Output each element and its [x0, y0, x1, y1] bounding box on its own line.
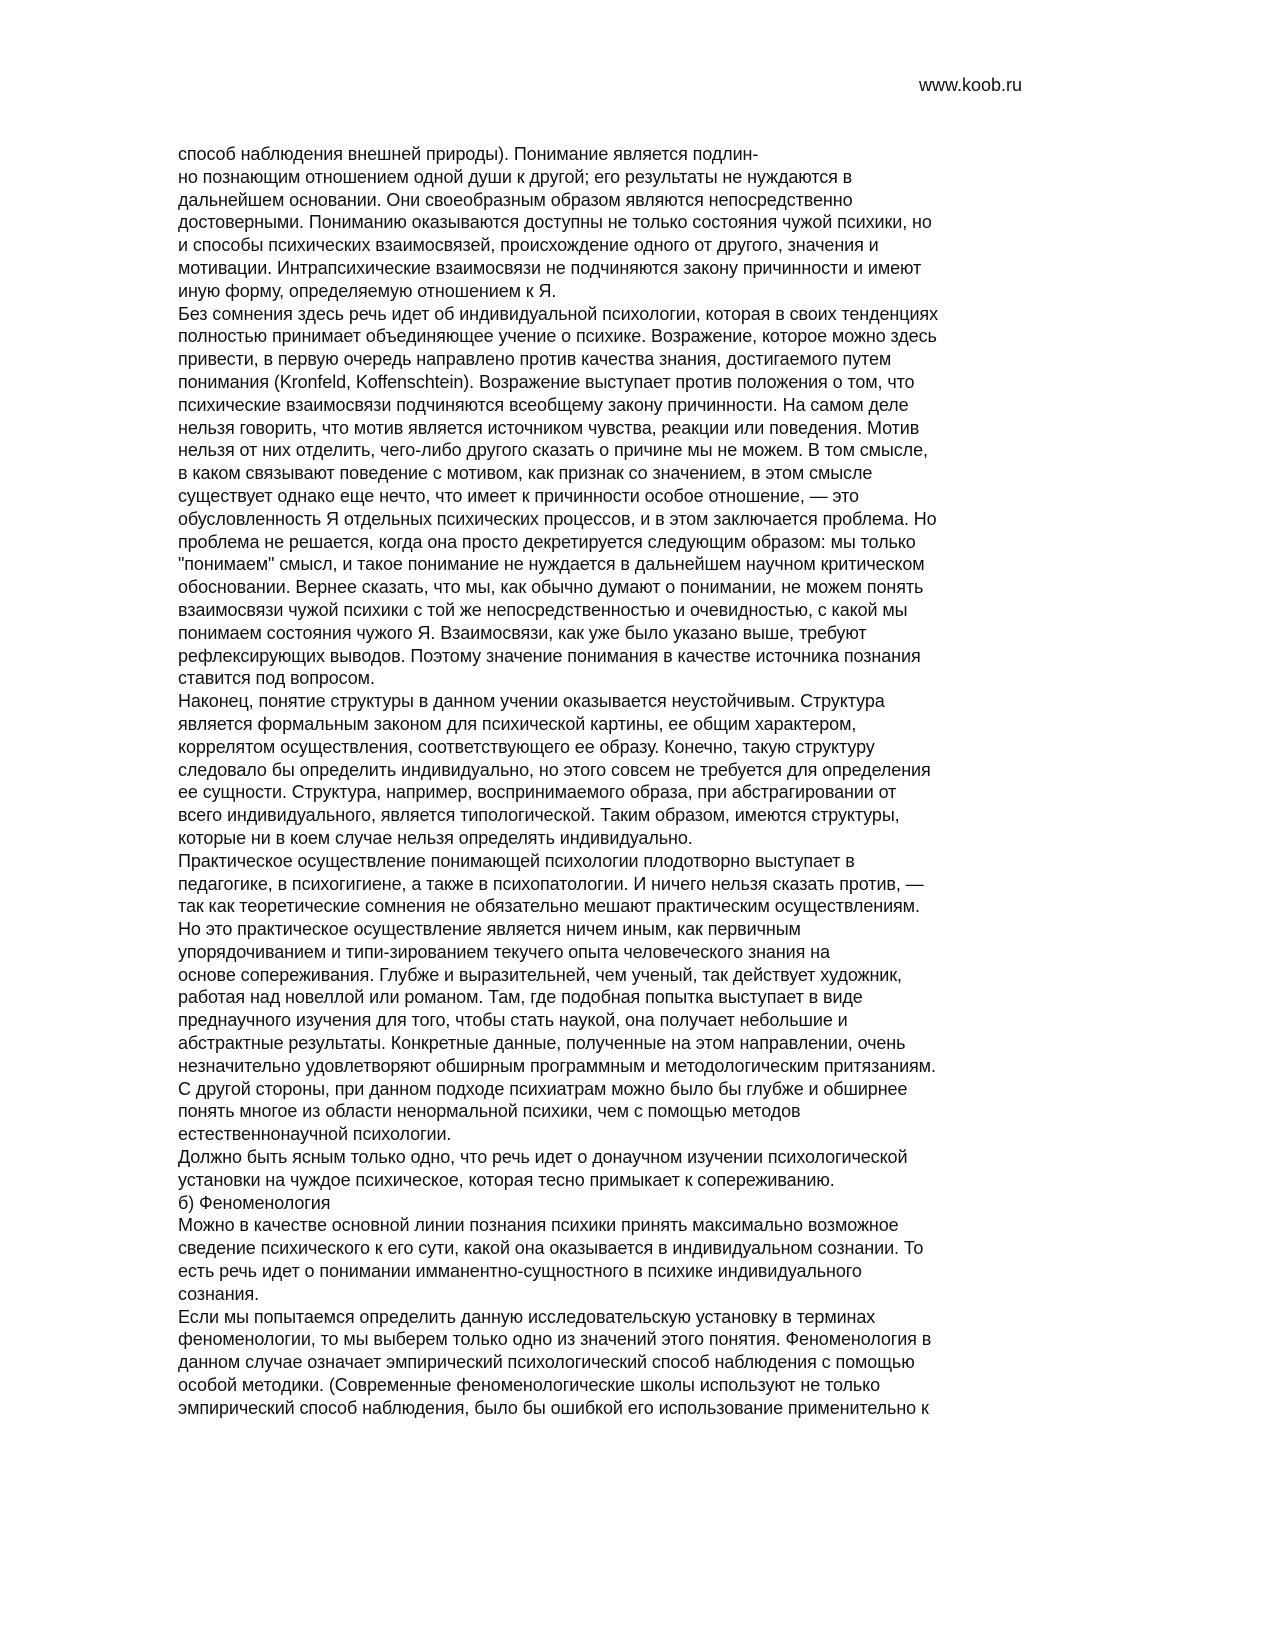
text-line: существует однако еще нечто, что имеет к причинности особое отношение, — это — [178, 485, 859, 506]
text-line: нельзя говорить, что мотив является источником чувства, реакции или поведения. Мотив — [178, 417, 920, 438]
text-line: сознания. — [178, 1283, 260, 1304]
text-line: проблема не решается, когда она просто декретируется следующим образом: мы только — [178, 531, 916, 552]
text-line: Если мы попытаемся определить данную исследовательскую установку в терминах — [178, 1306, 876, 1327]
text-line: является формальным законом для психической картины, ее общим характером, — [178, 713, 857, 734]
text-line: Без сомнения здесь речь идет об индивидуальной психологии, которая в своих тенденциях — [178, 303, 938, 324]
text-line: сведение психического к его сути, какой она оказывается в индивидуальном сознании. То — [178, 1238, 924, 1259]
text-line: достоверными. Пониманию оказываются доступны не только состояния чужой психики, но — [178, 212, 932, 233]
text-line: Должно быть ясным только одно, что речь идет о донаучном изучении психологической — [178, 1147, 908, 1168]
text-line: так как теоретические сомнения не обязательно мешают практическим осуществлениям. — [178, 896, 920, 917]
text-line: феноменологии, то мы выберем только одно из значений этого понятия. Феноменология в — [178, 1329, 932, 1350]
text-line: обусловленность Я отдельных психических процессов, и в этом заключается проблема. Но — [178, 508, 937, 529]
text-line: понимаем состояния чужого Я. Взаимосвязи, как уже было указано выше, требуют — [178, 622, 867, 643]
text-line: всего индивидуального, является типологической. Таким образом, имеются структуры, — [178, 805, 900, 826]
section-heading: б) Феноменология — [178, 1192, 331, 1213]
document-body-text — [178, 143, 1058, 1420]
text-line: упорядочиванием и типи-зированием текучего опыта человеческого знания на — [178, 941, 830, 962]
text-line: Наконец, понятие структуры в данном учении оказывается неустойчивым. Структура — [178, 691, 885, 712]
text-line: ставится под вопросом. — [178, 668, 375, 689]
text-line: понять многое из области ненормальной психики, чем с помощью методов — [178, 1101, 801, 1122]
text-line: данном случае означает эмпирический психологический способ наблюдения с помощью — [178, 1352, 915, 1373]
text-line: есть речь идет о понимании имманентно-сущностного в психике индивидуального — [178, 1261, 862, 1282]
text-line: абстрактные результаты. Конкретные данные, полученные на этом направлении, очень — [178, 1033, 906, 1054]
text-line: основе сопереживания. Глубже и выразительней, чем ученый, так действует художник, — [178, 964, 902, 985]
text-line: которые ни в коем случае нельзя определять индивидуально. — [178, 827, 693, 848]
text-line: полностью принимает объединяющее учение о психике. Возражение, которое можно здесь — [178, 326, 937, 347]
text-line: Но это практическое осуществление является ничем иным, как первичным — [178, 919, 801, 940]
text-line: способ наблюдения внешней природы). Понимание является подлин- — [178, 144, 759, 164]
text-line: эмпирический способ наблюдения, было бы ошибкой его использование применительно к — [178, 1397, 929, 1418]
text-line: "понимаем" смысл, и такое понимание не нуждается в дальнейшем научном критическом — [178, 554, 925, 575]
text-line: преднаучного изучения для того, чтобы стать наукой, она получает небольшие и — [178, 1010, 848, 1031]
text-line: иную форму, определяемую отношением к Я. — [178, 280, 557, 301]
text-line: в каком связывают поведение с мотивом, как признак со значением, в этом смысле — [178, 463, 873, 484]
text-line: ее сущности. Структура, например, воспринимаемого образа, при абстрагировании от — [178, 782, 897, 803]
text-line: Можно в качестве основной линии познания психики принять максимально возможное — [178, 1215, 899, 1236]
text-line: работая над новеллой или романом. Там, где подобная попытка выступает в виде — [178, 987, 863, 1008]
text-line: следовало бы определить индивидуально, но этого совсем не требуется для определения — [178, 759, 931, 780]
text-line: но познающим отношением одной души к другой; его результаты не нуждаются в — [178, 166, 853, 187]
text-line: коррелятом осуществления, соответствующего ее образу. Конечно, такую структуру — [178, 736, 875, 757]
text-line: взаимосвязи чужой психики с той же непосредственностью и очевидностью, с какой мы — [178, 599, 908, 620]
text-line: обосновании. Вернее сказать, что мы, как обычно думают о понимании, не можем понять — [178, 577, 924, 598]
text-line: особой методики. (Современные феноменологические школы используют не только — [178, 1375, 881, 1396]
text-line: С другой стороны, при данном подходе психиатрам можно было бы глубже и обширнее — [178, 1078, 908, 1099]
text-line: незначительно удовлетворяют обширным программным и методологическим притязаниям. — [178, 1055, 936, 1076]
text-line: психические взаимосвязи подчиняются всеобщему закону причинности. На самом деле — [178, 394, 909, 415]
text-line: педагогике, в психогигиене, а также в психопатологии. И ничего нельзя сказать против, — — [178, 873, 924, 894]
text-line: Практическое осуществление понимающей психологии плодотворно выступает в — [178, 850, 855, 871]
text-line: привести, в первую очередь направлено против качества знания, достигаемого путем — [178, 349, 892, 370]
text-line: естественнонаучной психологии. — [178, 1124, 452, 1145]
text-line: установки на чуждое психическое, которая тесно примыкает к сопереживанию. — [178, 1169, 835, 1190]
text-line: рефлексирующих выводов. Поэтому значение понимания в качестве источника познания — [178, 645, 921, 666]
text-line: дальнейшем основании. Они своеобразным образом являются непосредственно — [178, 189, 853, 210]
text-line: и способы психических взаимосвязей, происхождение одного от другого, значения и — [178, 235, 879, 256]
text-line: мотивации. Интрапсихические взаимосвязи не подчиняются закону причинности и имеют — [178, 257, 922, 278]
site-url-header: www.koob.ru — [919, 75, 1023, 95]
text-line: понимания (Kronfeld, Koffenschtein). Возражение выступает против положения о том, что — [178, 371, 915, 392]
text-line: нельзя от них отделить, чего-либо другого сказать о причине мы не можем. В том смысле, — [178, 440, 928, 461]
